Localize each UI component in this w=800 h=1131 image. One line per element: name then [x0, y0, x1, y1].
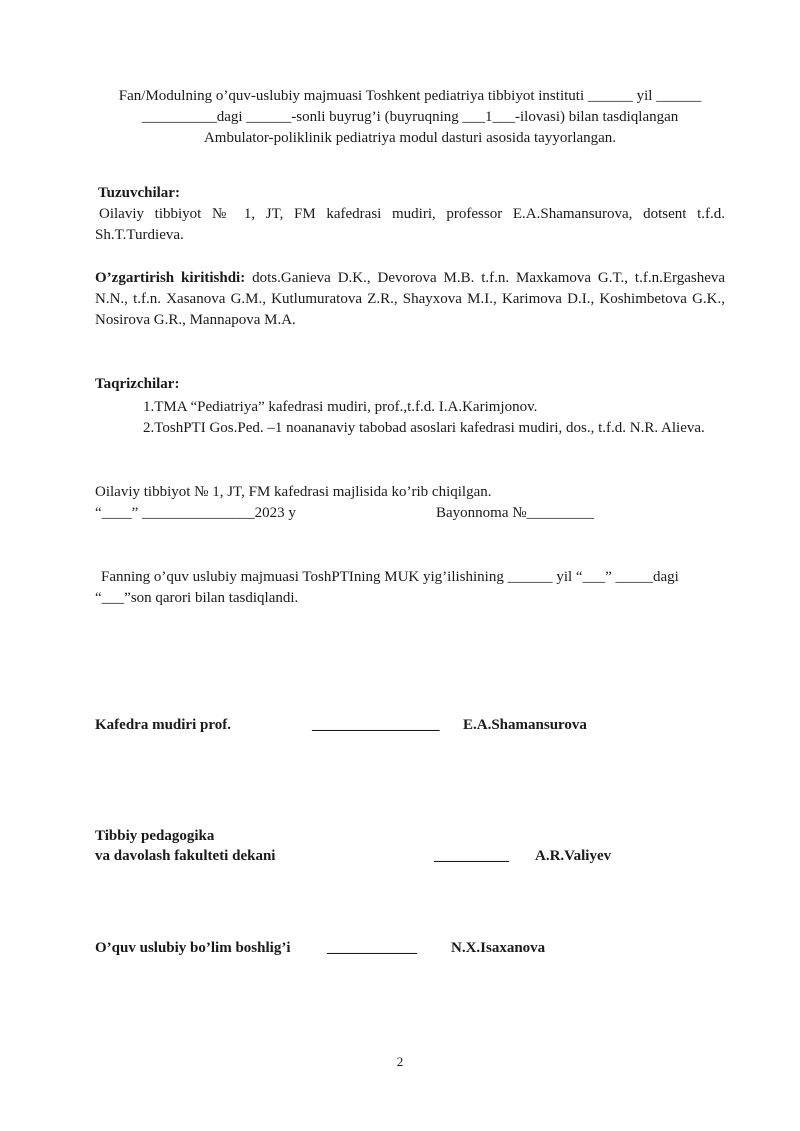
- methodical-title: O’quv uslubiy bo’lim boshlig’i: [95, 940, 291, 956]
- header-block: [90, 86, 730, 149]
- head-signature-name: E.A.Shamansurova: [463, 717, 587, 733]
- dean-name: A.R.Valiyev: [535, 848, 612, 864]
- meeting-protocol: Bayonnoma №_________: [436, 505, 595, 521]
- head-signature-title: Kafedra mudiri prof.: [95, 717, 231, 733]
- head-signature-line: _________________: [312, 717, 440, 733]
- meeting-date: “____” _______________2023 y: [95, 505, 296, 521]
- compilers-text-value: Oilaviy tibbiyot № 1, JT, FM kafedrasi mudiri, professor E.A.Shamansurova, dotsent t.f.d. Sh.T.Turdieva.: [95, 206, 725, 243]
- methodical-name: N.X.Isaxanova: [451, 940, 546, 956]
- header-line-1: Fan/Modulning o’quv-uslubiy majmuasi Toshkent pediatriya tibbiyot instituti ______ yil ______: [118, 88, 702, 104]
- reviewers-heading: Taqrizchilar:: [95, 376, 180, 392]
- modifiers-heading: O’zgartirish kiritishdi:: [95, 270, 246, 286]
- approval-text: [95, 567, 725, 609]
- modifiers-text: dots.Ganieva D.K., Devorova M.B. t.f.n. Maxkamova G.T., t.f.n.Ergasheva N.N., t.f.n. Xasanova G.M., Kutlumuratova Z.R., Shayxova M.I., Karimova D.I., Koshimbetova G.K., Nosirova G.R., Mannapova M.A.: [95, 270, 726, 328]
- reviewer-item-2: 2.ToshPTI Gos.Ped. –1 noananaviy tabobad asoslari kafedrasi mudiri, dos., t.f.d. N.R. Alieva.: [143, 420, 705, 436]
- methodical-signature-line: ____________: [327, 940, 417, 956]
- meeting-line: Oilaviy tibbiyot № 1, JT, FM kafedrasi majlisida ko’rib chiqilgan.: [95, 484, 492, 500]
- dean-signature-line: __________: [434, 848, 509, 864]
- header-line-2: __________dagi ______-sonli buyrug’i (buyruqning ___1___-ilovasi) bilan tasdiqlangan: [141, 109, 679, 125]
- modifiers-block: [95, 268, 725, 331]
- compilers-text: [95, 204, 725, 246]
- header-line-3: Ambulator-poliklinik pediatriya modul dasturi asosida tayyorlangan.: [203, 130, 617, 146]
- dean-title-2: va davolash fakulteti dekani: [95, 848, 276, 864]
- reviewer-item-1: 1.TMA “Pediatriya” kafedrasi mudiri, prof.,t.f.d. I.A.Karimjonov.: [143, 399, 538, 415]
- page-number: 2: [396, 1054, 404, 1069]
- dean-title-1: Tibbiy pedagogika: [95, 828, 215, 844]
- approval-text-value: Fanning o’quv uslubiy majmuasi ToshPTIning MUK yig’ilishining ______ yil “___” _____dagi “___”son qarori bilan tasdiqlandi.: [95, 569, 679, 606]
- compilers-heading: Tuzuvchilar:: [98, 185, 180, 201]
